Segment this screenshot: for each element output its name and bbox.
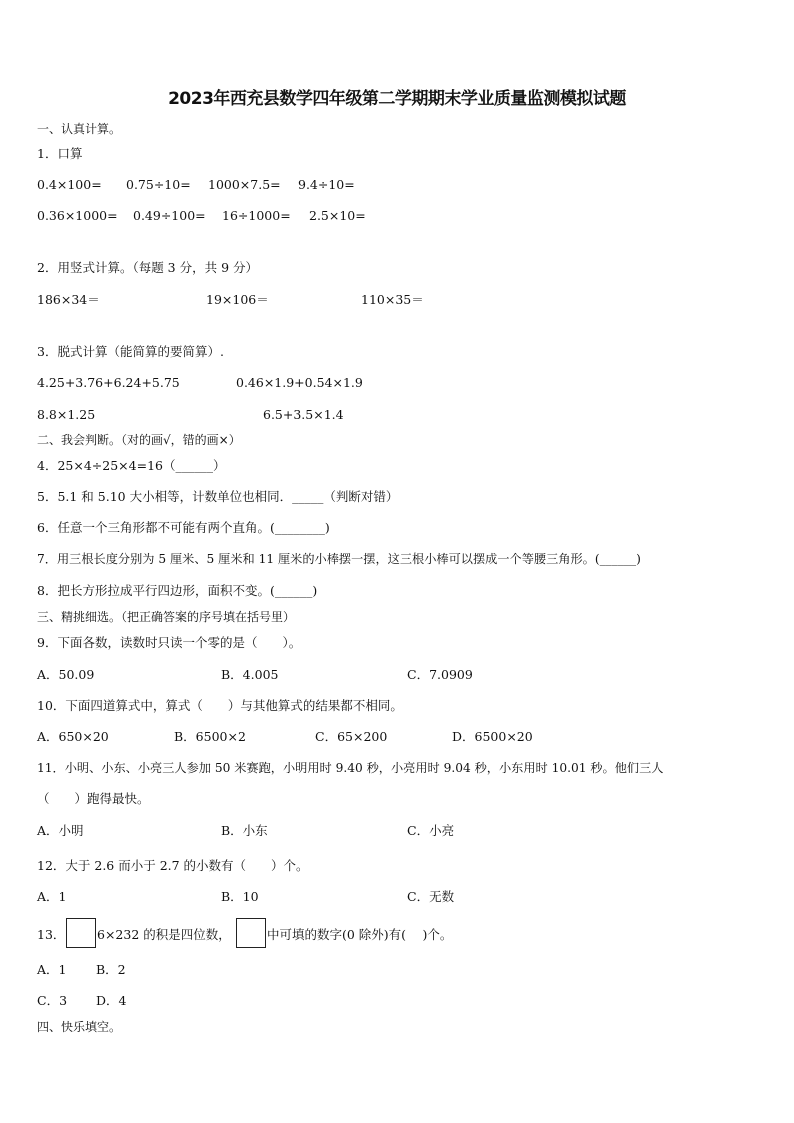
q3-label: 3．脱式计算（能简算的要简算）. bbox=[37, 344, 224, 359]
q1-label: 1．口算 bbox=[37, 146, 83, 161]
section-4-heading: 四、快乐填空。 bbox=[37, 1020, 122, 1034]
q11-stem-line2: （ ）跑得最快。 bbox=[37, 791, 150, 806]
q8-text: 8．把长方形拉成平行四边形，面积不变。(______) bbox=[37, 583, 318, 598]
q13-option-c: C．3 bbox=[37, 993, 68, 1008]
q10-option-b: B．6500×2 bbox=[174, 729, 246, 744]
q1-item: 16÷1000= bbox=[222, 208, 291, 223]
q13-option-d: D．4 bbox=[96, 993, 127, 1008]
q10-option-a: A．650×20 bbox=[37, 729, 109, 744]
q5-text: 5．5.1 和 5.10 大小相等，计数单位也相同．_____（判断对错） bbox=[37, 489, 399, 504]
q2-item: 186×34＝ bbox=[37, 292, 100, 307]
q13-blank-box[interactable] bbox=[66, 918, 96, 948]
q11-option-c: C．小亮 bbox=[407, 823, 455, 838]
q11-option-b: B．小东 bbox=[221, 823, 268, 838]
q2-label: 2．用竖式计算。（每题 3 分，共 9 分） bbox=[37, 260, 259, 275]
q12-option-c: C．无数 bbox=[407, 889, 455, 904]
q3-item: 0.46×1.9+0.54×1.9 bbox=[236, 375, 363, 390]
q1-item: 0.75÷10= bbox=[126, 177, 191, 192]
section-3-heading: 三、精挑细选。（把正确答案的序号填在括号里） bbox=[37, 610, 296, 624]
q9-option-b: B．4.005 bbox=[221, 667, 279, 682]
q7-text: 7．用三根长度分别为 5 厘米、5 厘米和 11 厘米的小棒摆一摆，这三根小棒可以摆成一个等腰三角形。(______) bbox=[37, 552, 641, 566]
q3-item: 4.25+3.76+6.24+5.75 bbox=[37, 375, 180, 390]
q2-item: 110×35＝ bbox=[361, 292, 424, 307]
q10-option-c: C．65×200 bbox=[315, 729, 388, 744]
q6-text: 6．任意一个三角形都不可能有两个直角。(________) bbox=[37, 520, 330, 535]
q12-stem: 12．大于 2.6 而小于 2.7 的小数有（ ）个。 bbox=[37, 858, 309, 873]
q2-item: 19×106＝ bbox=[206, 292, 269, 307]
q13-stem-part1: 6×232 的积是四位数， bbox=[97, 927, 231, 942]
section-2-heading: 二、我会判断。（对的画√，错的画×） bbox=[37, 433, 241, 447]
q12-option-a: A．1 bbox=[37, 889, 67, 904]
q10-stem: 10．下面四道算式中，算式（ ）与其他算式的结果都不相同。 bbox=[37, 698, 403, 713]
q11-option-a: A．小明 bbox=[37, 823, 84, 838]
q1-item: 1000×7.5= bbox=[208, 177, 281, 192]
q1-item: 0.36×1000= bbox=[37, 208, 118, 223]
q13-stem-part2: 中可填的数字(0 除外)有( )个。 bbox=[267, 927, 453, 942]
q4-text: 4．25×4÷25×4=16（______） bbox=[37, 458, 226, 473]
q13-number: 13． bbox=[37, 927, 66, 942]
q9-stem: 9．下面各数，读数时只读一个零的是（ ）。 bbox=[37, 635, 302, 650]
q1-item: 2.5×10= bbox=[309, 208, 366, 223]
q3-item: 8.8×1.25 bbox=[37, 407, 96, 422]
q12-option-b: B．10 bbox=[221, 889, 259, 904]
q1-item: 9.4÷10= bbox=[298, 177, 355, 192]
q10-option-d: D．6500×20 bbox=[452, 729, 533, 744]
q3-item: 6.5+3.5×1.4 bbox=[263, 407, 344, 422]
q1-item: 0.49÷100= bbox=[133, 208, 206, 223]
q13-blank-box-2[interactable] bbox=[236, 918, 266, 948]
page-title: 2023年西充县数学四年级第二学期期末学业质量监测模拟试题 bbox=[168, 89, 626, 109]
q1-item: 0.4×100= bbox=[37, 177, 102, 192]
section-1-heading: 一、认真计算。 bbox=[37, 122, 122, 136]
q13-option-b: B．2 bbox=[96, 962, 126, 977]
q11-stem-line1: 11．小明、小东、小亮三人参加 50 米赛跑，小明用时 9.40 秒，小亮用时 9.04 秒，小东用时 10.01 秒。他们三人 bbox=[37, 761, 664, 775]
q9-option-c: C．7.0909 bbox=[407, 667, 473, 682]
q9-option-a: A．50.09 bbox=[37, 667, 95, 682]
q13-option-a: A．1 bbox=[37, 962, 67, 977]
